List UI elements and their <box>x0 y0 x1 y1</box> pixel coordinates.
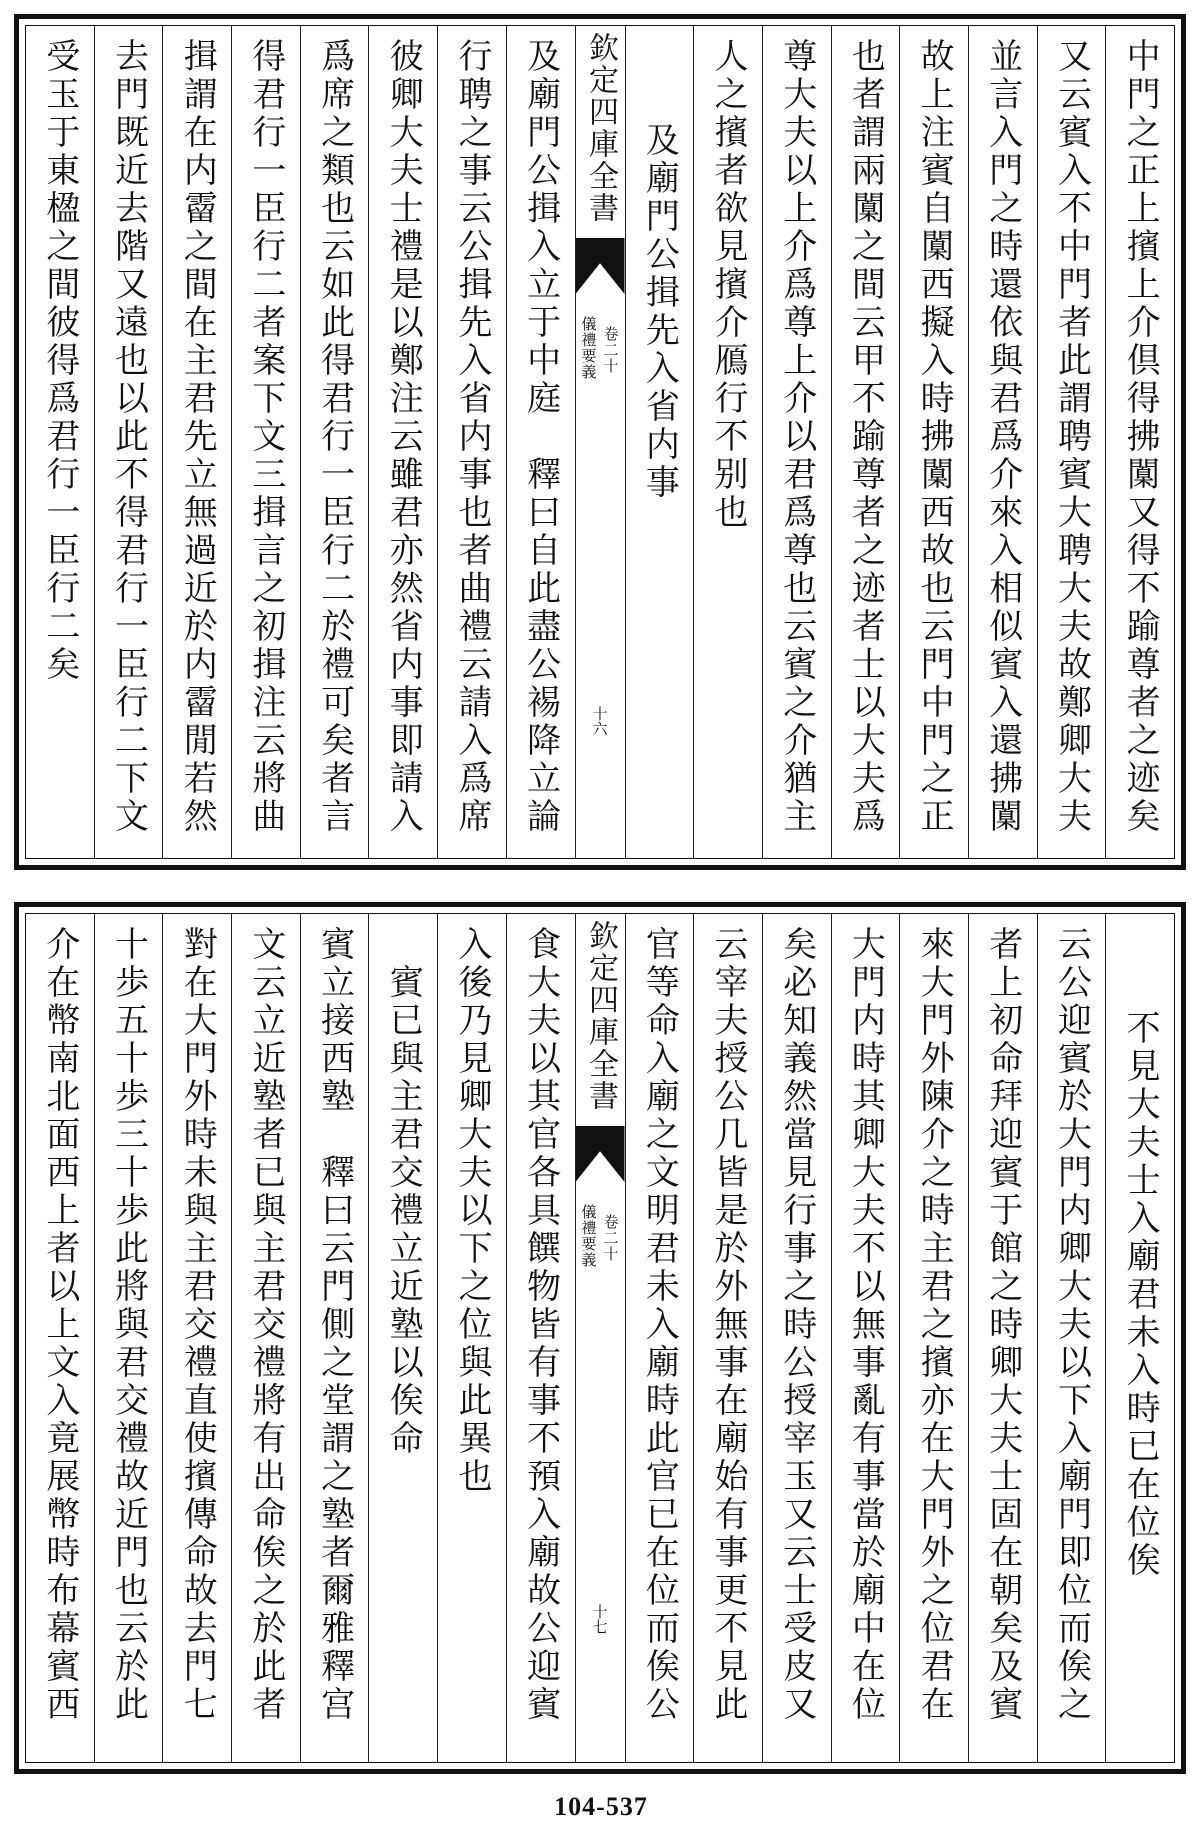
gutter-title: 欽定四庫全書 <box>583 32 618 224</box>
text-column: 中門之正上擯上介倶得拂闑又得不踰尊者之迹矣 <box>1105 26 1174 858</box>
text-column: 又云賓入不中門者此謂聘賓大聘大夫故鄭卿大夫 <box>1037 26 1106 858</box>
gutter-page-number: 十七 <box>590 1604 609 1634</box>
text-column: 揖謂在内霤之間在主君先立無過近於内霤閒若然 <box>162 26 231 858</box>
text-column: 賓立接西塾 釋曰云門側之堂謂之塾者爾雅釋宫 <box>300 914 369 1762</box>
text-column: 人之擯者欲見擯介鴈行不别也 <box>693 26 762 858</box>
gutter-volume: 卷二十 <box>601 326 620 374</box>
fishtail-mark <box>576 1126 625 1182</box>
main-text-column: 及廟門公揖先入省内事 <box>625 26 694 858</box>
text-column: 云公迎賓於大門内卿大夫以下入廟門即位而俟之 <box>1037 914 1106 1762</box>
text-column: 並言入門之時還依與君爲介來入相似賓入還拂闑 <box>968 26 1037 858</box>
text-column: 也者謂兩闑之間云甲不踰尊者之迹者士以大夫爲 <box>831 26 900 858</box>
top-text-frame <box>25 25 1175 859</box>
text-column: 去門既近去階又遠也以此不得君行一臣行二下文 <box>94 26 163 858</box>
bottom-half-page <box>14 902 1186 1774</box>
text-column: 食大夫以其官各具饌物皆有事不預入廟故公迎賓 <box>506 914 575 1762</box>
center-gutter <box>575 26 625 858</box>
text-column: 云宰夫授公几皆是於外無事在廟始有事更不見此 <box>693 914 762 1762</box>
text-column: 及廟門公揖入立于中庭 釋曰自此盡公裼降立論 <box>506 26 575 858</box>
text-column: 大門内時其卿大夫不以無事亂有事當於廟中在位 <box>831 914 900 1762</box>
gutter-book-title: 儀禮要義 <box>579 316 598 380</box>
main-text-column: 不見大夫士入廟君未入時已在位俟 <box>1105 914 1174 1762</box>
text-column: 對在大門外時未與主君交禮直使擯傳命故去門七 <box>162 914 231 1762</box>
bottom-text-frame <box>25 913 1175 1763</box>
text-column: 官等命入廟之文明君未入廟時此官已在位而俟公 <box>625 914 694 1762</box>
top-half-page <box>14 14 1186 870</box>
main-text-column: 賓已與主君交禮立近塾以俟命 <box>368 914 437 1762</box>
text-column: 介在幣南北面西上者以上文入竟展幣時布幕賓西 <box>39 926 80 1724</box>
gutter-volume: 卷二十 <box>601 1214 620 1262</box>
gutter-page-number: 十六 <box>590 706 609 736</box>
text-column: 行聘之事云公揖先入省内事也者曲禮云請入爲席 <box>437 26 506 858</box>
text-column: 十歩五十歩三十歩此將與君交禮故近門也云於此 <box>94 914 163 1762</box>
fishtail-mark <box>576 238 625 294</box>
text-column: 者上初命拜迎賓于館之時卿大夫士固在朝矣及賓 <box>968 914 1037 1762</box>
text-column: 來大門外陳介之時主君之擯亦在大門外之位君在 <box>899 914 968 1762</box>
text-column: 文云立近塾者已與主君交禮將有出命俟之於此者 <box>231 914 300 1762</box>
text-column: 尊大夫以上介爲尊上介以君爲尊也云賓之介猶主 <box>762 26 831 858</box>
text-column: 故上注賓自闑西擬入時拂闑西故也云門中門之正 <box>899 26 968 858</box>
text-column: 得君行一臣行二者案下文三揖言之初揖注云將曲 <box>231 26 300 858</box>
text-column: 爲席之類也云如此得君行一臣行二於禮可矣者言 <box>300 26 369 858</box>
text-column: 入後乃見卿大夫以下之位與此異也 <box>437 914 506 1762</box>
text-column: 彼卿大夫士禮是以鄭注云雖君亦然省内事即請入 <box>368 26 437 858</box>
text-column: 矣必知義然當見行事之時公授宰玉又云士受皮又 <box>762 914 831 1762</box>
gutter-book-title: 儀禮要義 <box>579 1204 598 1268</box>
text-column: 受玉于東楹之間彼得爲君行一臣行二矣 <box>39 38 80 684</box>
gutter-title: 欽定四庫全書 <box>583 920 618 1112</box>
page-number: 104-537 <box>554 1792 648 1821</box>
center-gutter <box>575 914 625 1762</box>
